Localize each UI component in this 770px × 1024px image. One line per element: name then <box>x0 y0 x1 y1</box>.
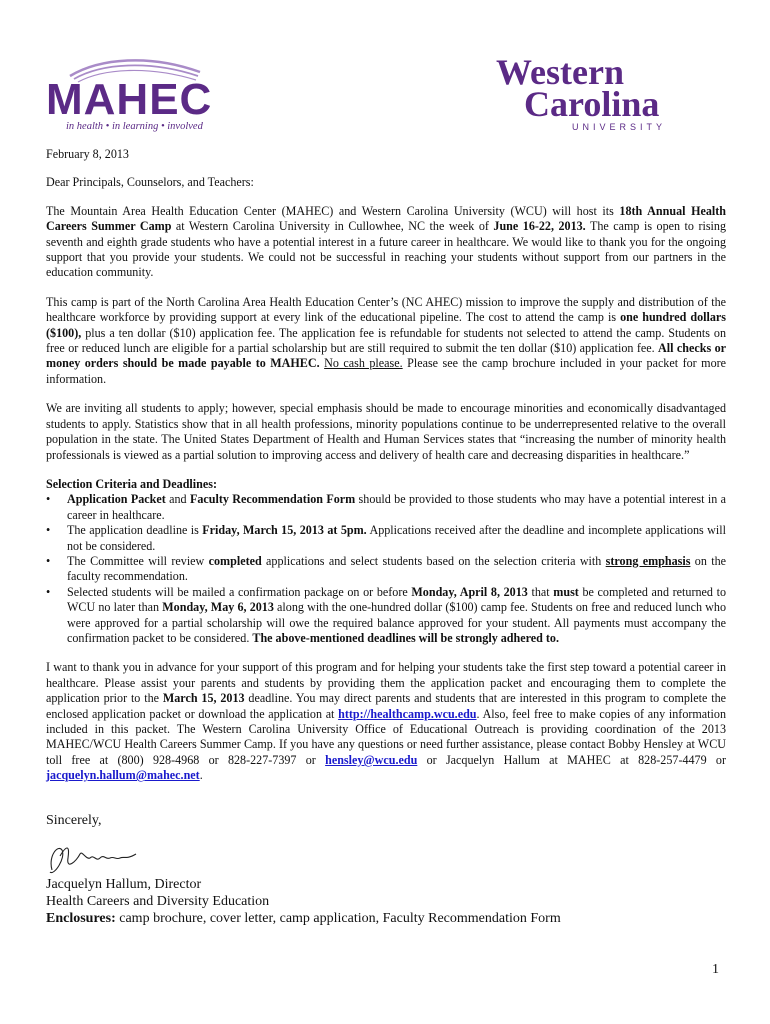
mahec-logo <box>40 52 240 136</box>
bullet-icon: • <box>46 492 51 507</box>
list-item: • Selected students will be mailed a confirmation package on or before Monday, April 8, 2013 that must be completed and returned to WCU no later than Monday, May 6, 2013 along with the one-hundred dollar ($100) camp fee. Students on free and reduced lunch who were approved for a partial scholarship will owe the required balance approved for your student. All payments must accompany the confirmation packet to be considered. The above-mentioned deadlines will be strongly adhered to. <box>46 584 726 645</box>
list-item: • The application deadline is Friday, March 15, 2013 at 5pm. Applications received after the deadline and incomplete applications will not be considered. <box>46 523 726 553</box>
list-item: • The Committee will review completed applications and select students based on the selection criteria with strong emphasis on the faculty recommendation. <box>46 553 726 584</box>
closing: Sincerely, <box>46 813 102 828</box>
paragraph-thanks: I want to thank you in advance for your support of this program and for helping your students take the first step toward a potential career in healthcare. Please assist your parents and students by providing them the application packet and encouraging them to complete the application prior to the March 15, 2013 deadline. You may direct parents and students that are interested in this program to complete the enclosed application packet or download the application at http://healthcamp.wcu.edu. Also, feel free to make copies of any information included in this packet. The Western Carolina University Office of Educational Outreach is providing coordination of the 2013 MAHEC/WCU Health Careers Summer Camp. If you have any questions or need further assistance, please contact Bobby Hensley at WCU toll free at (800) 928-4968 or 828-227-7397 or hensley@wcu.edu or Jacquelyn Hallum at MAHEC at 828-257-4479 or jacquelyn.hallum@mahec.net. <box>46 660 727 783</box>
bullet-icon: • <box>46 584 51 599</box>
paragraph-cost: This camp is part of the North Carolina Area Health Education Center’s (NC AHEC) mission to improve the supply and distribution of the healthcare workforce by providing support at every link of the educational pipeline. The cost to attend the camp is one hundred dollars ($100), plus a ten dollar ($10) application fee. The application fee is refundable for students not selected to attend the camp. Students on free or reduced lunch are eligible for a partial scholarship but are still required to submit the ten dollar ($10) application fee. All checks or money orders should be made payable to MAHEC. No cash please. Please see the camp brochure included in your packet for more information. <box>46 294 727 386</box>
enclosures: Enclosures: camp brochure, cover letter, camp application, Faculty Recommendation Form <box>46 911 561 926</box>
page-number: 1 <box>712 962 719 977</box>
salutation: Dear Principals, Counselors, and Teachers: <box>46 175 254 190</box>
paragraph-intro: The Mountain Area Health Education Center (MAHEC) and Western Carolina University (WCU) will host its 18th Annual Health Careers Summer Camp at Western Carolina University in Cullowhee, NC the week of June 16-22, 2013. The camp is open to rising seventh and eighth grade students who have a potential interest in a future career in healthcare. We would like to thank you for the ongoing support that you provide your students. We could not be successful in reaching your students without support from our partners in the education community. <box>46 203 726 280</box>
signature-image <box>46 836 146 880</box>
bullet-icon: • <box>46 553 51 568</box>
criteria-list <box>46 492 726 646</box>
signature-block <box>46 876 561 927</box>
letter-body <box>46 147 726 798</box>
list-item: • Application Packet and Faculty Recommendation Form should be provided to those students who may have a potential interest in a career in healthcare. <box>46 492 726 522</box>
healthcamp-link[interactable]: http://healthcamp.wcu.edu <box>338 706 477 721</box>
letter-date: February 8, 2013 <box>46 147 129 161</box>
mahec-swoosh-icon <box>70 60 200 76</box>
wcu-logo-line1: Western <box>496 52 624 92</box>
signature-dept: Health Careers and Diversity Education <box>46 894 270 909</box>
hallum-email-link[interactable]: jacquelyn.hallum@mahec.net <box>46 768 200 783</box>
mahec-wordmark: MAHEC <box>46 75 213 124</box>
wcu-logo-line2: Carolina <box>524 84 660 124</box>
mahec-tagline: in health • in learning • involved <box>66 121 203 132</box>
criteria-heading: Selection Criteria and Deadlines: <box>46 476 217 491</box>
wcu-logo-line3: UNIVERSITY <box>572 122 667 132</box>
wcu-logo <box>494 52 700 134</box>
bullet-icon: • <box>46 523 51 538</box>
signature-name: Jacquelyn Hallum, Director <box>46 877 202 892</box>
hensley-email-link[interactable]: hensley@wcu.edu <box>325 752 418 767</box>
paragraph-emphasis: We are inviting all students to apply; however, special emphasis should be made to encourage minorities and economically disadvantaged students to apply. Statistics show that in all health professions, minority populations continue to be underrepresented relative to the overall population in the state. The United States Department of Health and Human Services states that “increasing the number of minority health professionals is viewed as a partial solution to improving access and delivery of health care and decreasing disparities in healthcare.” <box>46 401 726 462</box>
